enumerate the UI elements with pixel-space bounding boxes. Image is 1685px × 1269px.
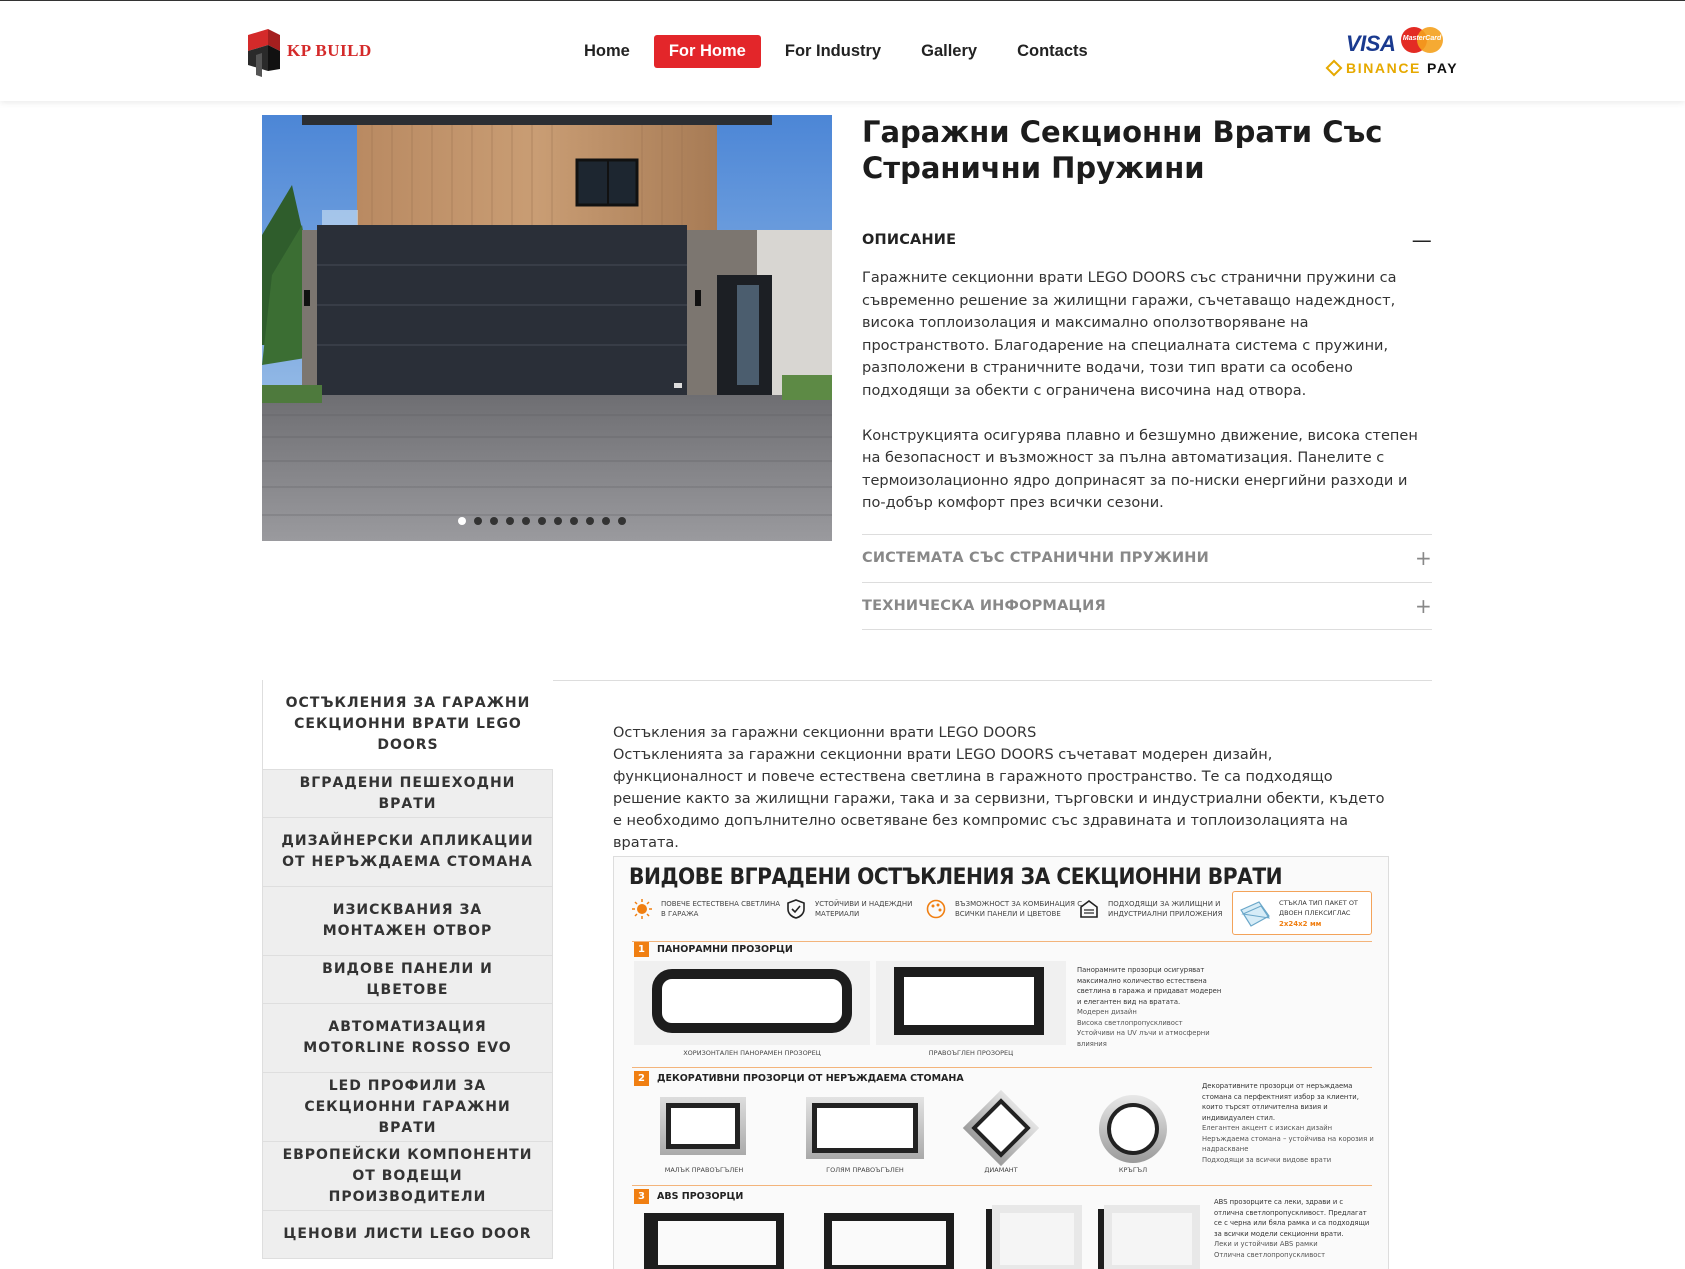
product-title: Гаражни Секционни Врати Със Странични Пружини <box>862 115 1383 185</box>
slider-dot[interactable] <box>586 517 594 525</box>
accordion-title: СИСТЕМАТА СЪС СТРАНИЧНИ ПРУЖИНИ <box>862 550 1209 566</box>
glass-pane-icon <box>1239 900 1271 928</box>
description-paragraph: Конструкцията осигурява плавно и безшумно движение, висока степен на безопасност и възможност за пълна автоматизация. Панелите с термоизолационно ядро допринасят за по-ниски енергийни разходи и по-добър комфорт през всички сезони. <box>862 427 1418 511</box>
site-logo[interactable] <box>244 25 372 77</box>
slider-dot[interactable] <box>522 517 530 525</box>
slider-dot[interactable] <box>506 517 514 525</box>
tab-led-profiles[interactable]: LED ПРОФИЛИ ЗА СЕКЦИОННИ ГАРАЖНИ ВРАТИ <box>262 1073 553 1142</box>
description-paragraph: Гаражните секционни врати LEGO DOORS със странични пружини са съвременно решение за жилищни гаражи, съчетаващо надеждност, висока топлоизолация и максимално оползотворяване на пространството. Благодарение на специалната система с пружини, разположени в страничните водачи, този тип врати са особено подходящи за обекти с ограничена височина над отвора. <box>862 270 1397 399</box>
payment-logos <box>1328 25 1468 81</box>
tab-content <box>613 722 1393 854</box>
abs-window-black-2-image <box>824 1213 954 1269</box>
section-stainless: 2 ДЕКОРАТИВНИ ПРОЗОРЦИ ОТ НЕРЪЖДАЕМА СТОМАНА <box>634 1071 964 1086</box>
binance-icon <box>1326 60 1343 77</box>
product-image-slider[interactable] <box>262 115 832 541</box>
rectangular-window-image <box>876 961 1066 1045</box>
mastercard-logo-text: MasterCard <box>1402 35 1442 42</box>
nav-for-industry[interactable]: For Industry <box>784 42 882 60</box>
expand-icon[interactable]: + <box>1415 594 1432 618</box>
site-header <box>0 0 1685 101</box>
slider-dot[interactable] <box>570 517 578 525</box>
glazing-infographic: ВИДОВЕ ВГРАДЕНИ ОСТЪКЛЕНИЯ ЗА СЕКЦИОННИ ВРАТИ ПОВЕЧЕ ЕСТЕСТВЕНА СВЕТЛИНА В ГАРАЖА УСТОЙЧИВИ И НАДЕЖДНИ МАТЕРИАЛИ ВЪЗМОЖНОСТ ЗА КОМБИНАЦИЯ С ВСИЧКИ ПАНЕЛИ И ЦВЕТОВЕ ПОДХОДЯЩИ ЗА ЖИЛИЩНИ И ИНДУСТРИАЛНИ ПРИЛОЖЕНИЯ СТЪКЛА ТИП ПАКЕТ ОТ ДВОЕН ПЛЕКСИГЛАС 2x24x2 мм 1 ПАНОРАМНИ ПРОЗОРЦИ ХОРИЗОНТАЛЕН ПАНОРАМЕН ПРОЗОРЕЦ ПРАВОЪГЛЕН ПРОЗОРЕЦ Панорамните прозорци осигуряват максимално количество естествена светлина в гаража и придават модерен и елегантен вид на вратата. Модерен дизайн Висока светлопропускливост Устойчиви на UV лъчи и атмосферни влияния 2 ДЕКОРАТИВНИ ПРОЗОРЦИ ОТ НЕРЪЖДАЕМА СТОМАНА МАЛЪК ПРАВОЪГЪЛЕН ГОЛЯМ ПРАВОЪГЪЛЕН ДИАМАНТ КРЪГЪЛ Декоративните прозорци от неръждаема стомана са перфектният избор за клиенти, които търсят отличителна визия и индивидуален стил. Елегантен акцент с изискан дизайн Неръждаема стомана – устойчива на корозия и надраскване Подходящи за всички видове врати 3 ABS ПРОЗОРЦИ ABS прозорците са леки, здрави и с отлична светлопропускливост. Предлагат се с черна или бяла рамка и са подходящи за всички модели секционни врати. Леки и устойчиви ABS рамки Отлична светлопропускливост <box>613 856 1389 1269</box>
accordion-system-header[interactable] <box>862 546 1432 570</box>
tab-stainless-applications[interactable]: ДИЗАЙНЕРСКИ АПЛИКАЦИИ ОТ НЕРЪЖДАЕМА СТОМАНА <box>262 818 553 887</box>
accordion-description-header[interactable] <box>862 228 1432 252</box>
sun-icon <box>632 899 652 919</box>
abs-window-white-2-image <box>1104 1205 1200 1269</box>
divider <box>862 534 1432 535</box>
accordion-title: ОПИСАНИЕ <box>862 232 957 248</box>
divider <box>632 1185 1372 1186</box>
divider <box>862 629 1432 630</box>
collapse-icon[interactable]: — <box>1411 228 1432 252</box>
divider <box>632 1067 1372 1068</box>
logo-text: KP BUILD <box>287 41 372 60</box>
feature-combination: ВЪЗМОЖНОСТ ЗА КОМБИНАЦИЯ С ВСИЧКИ ПАНЕЛИ И ЦВЕТОВЕ <box>926 899 1086 919</box>
binance-pay-logo: BINANCE PAY <box>1328 60 1458 76</box>
abs-note: ABS прозорците са леки, здрави и с отлична светлопропускливост. Предлагат се с черна или бяла рамка и са подходящи за всички модели секционни врати. Леки и устойчиви ABS рамки Отлична светлопропускливост <box>1214 1198 1370 1259</box>
tab-pedestrian-doors[interactable]: ВГРАДЕНИ ПЕШЕХОДНИ ВРАТИ <box>262 770 553 818</box>
slider-dot[interactable] <box>458 517 466 525</box>
visa-logo: VISA <box>1346 31 1396 56</box>
tab-glazing[interactable]: ОСТЪКЛЕНИЯ ЗА ГАРАЖНИ СЕКЦИОННИ ВРАТИ LEGO DOORS <box>262 680 553 770</box>
panoramic-window-image <box>634 961 870 1045</box>
feature-light: ПОВЕЧЕ ЕСТЕСТВЕНА СВЕТЛИНА В ГАРАЖА <box>632 899 782 919</box>
abs-window-black-image <box>644 1213 784 1269</box>
info-tabs <box>262 680 553 1259</box>
feature-durable: УСТОЙЧИВИ И НАДЕЖДНИ МАТЕРИАЛИ <box>786 899 936 919</box>
accordion-description-body <box>862 267 1432 537</box>
glass-type-box: СТЪКЛА ТИП ПАКЕТ ОТ ДВОЕН ПЛЕКСИГЛАС 2x24x2 мм <box>1232 891 1372 935</box>
divider <box>862 582 1432 583</box>
large-rect-window-image <box>806 1097 924 1159</box>
slider-dot[interactable] <box>490 517 498 525</box>
shield-check-icon <box>786 899 806 919</box>
nav-gallery[interactable]: Gallery <box>921 42 978 60</box>
accordion-title: ТЕХНИЧЕСКА ИНФОРМАЦИЯ <box>862 598 1106 614</box>
panoramic-note: Панорамните прозорци осигуряват максимално количество естествена светлина в гаража и придават модерен и елегантен вид на вратата. Модерен дизайн Висока светлопропускливост Устойчиви на UV лъчи и атмосферни влияния <box>1077 966 1222 1048</box>
tab-panels-colors[interactable]: ВИДОВЕ ПАНЕЛИ И ЦВЕТОВЕ <box>262 956 553 1004</box>
slider-dot[interactable] <box>474 517 482 525</box>
tab-content-body: Остъкленията за гаражни секционни врати LEGO DOORS съчетават модерен дизайн, функционалност и повече естествена светлина в гаражното пространство. Те са подходящо решение както за жилищни гаражи, така и за сервизни, търговски и индустриални обекти, където е необходимо допълнително осветяване без компромис със здравината и топлоизолацията на вратата. <box>613 747 1385 851</box>
abs-window-white-image <box>992 1205 1082 1269</box>
expand-icon[interactable]: + <box>1415 546 1432 570</box>
nav-for-home[interactable]: For Home <box>654 35 761 68</box>
garage-icon <box>1079 899 1099 919</box>
slider-dot[interactable] <box>554 517 562 525</box>
tab-mounting-requirements[interactable]: ИЗИСКВАНИЯ ЗА МОНТАЖЕН ОТВОР <box>262 887 553 956</box>
section-abs: 3 ABS ПРОЗОРЦИ <box>634 1189 743 1204</box>
round-window-image <box>1099 1095 1167 1163</box>
slider-dot[interactable] <box>602 517 610 525</box>
garage-house-image <box>262 115 832 541</box>
slider-dot[interactable] <box>538 517 546 525</box>
small-rect-window-image <box>660 1097 746 1155</box>
section-panoramic: 1 ПАНОРАМНИ ПРОЗОРЦИ <box>634 942 793 957</box>
tab-price-lists[interactable]: ЦЕНОВИ ЛИСТИ LEGO DOOR <box>262 1211 553 1259</box>
feature-applications: ПОДХОДЯЩИ ЗА ЖИЛИЩНИ И ИНДУСТРИАЛНИ ПРИЛОЖЕНИЯ <box>1079 899 1239 919</box>
tab-content-heading: Остъкления за гаражни секционни врати LEGO DOORS <box>613 725 1037 741</box>
palette-icon <box>926 899 946 919</box>
tab-european-components[interactable]: ЕВРОПЕЙСКИ КОМПОНЕНТИ ОТ ВОДЕЩИ ПРОИЗВОДИТЕЛИ <box>262 1142 553 1211</box>
diamond-window-image <box>963 1090 1039 1166</box>
main-nav <box>584 35 1128 68</box>
slider-dots <box>458 517 634 525</box>
stainless-note: Декоративните прозорци от неръждаема стомана са перфектният избор за клиенти, които търсят отличителна визия и индивидуален стил. Елегантен акцент с изискан дизайн Неръждаема стомана – устойчива на корозия и надраскване Подходящи за всички видове врати <box>1202 1082 1374 1164</box>
accordion-tech-header[interactable] <box>862 594 1432 618</box>
infographic-title: ВИДОВЕ ВГРАДЕНИ ОСТЪКЛЕНИЯ ЗА СЕКЦИОННИ ВРАТИ <box>629 865 1283 890</box>
cube-logo-icon <box>244 25 282 77</box>
nav-contacts[interactable]: Contacts <box>1017 42 1088 60</box>
slider-dot[interactable] <box>618 517 626 525</box>
nav-home[interactable]: Home <box>584 42 630 60</box>
tab-automation[interactable]: АВТОМАТИЗАЦИЯ MOTORLINE ROSSO EVO <box>262 1004 553 1073</box>
